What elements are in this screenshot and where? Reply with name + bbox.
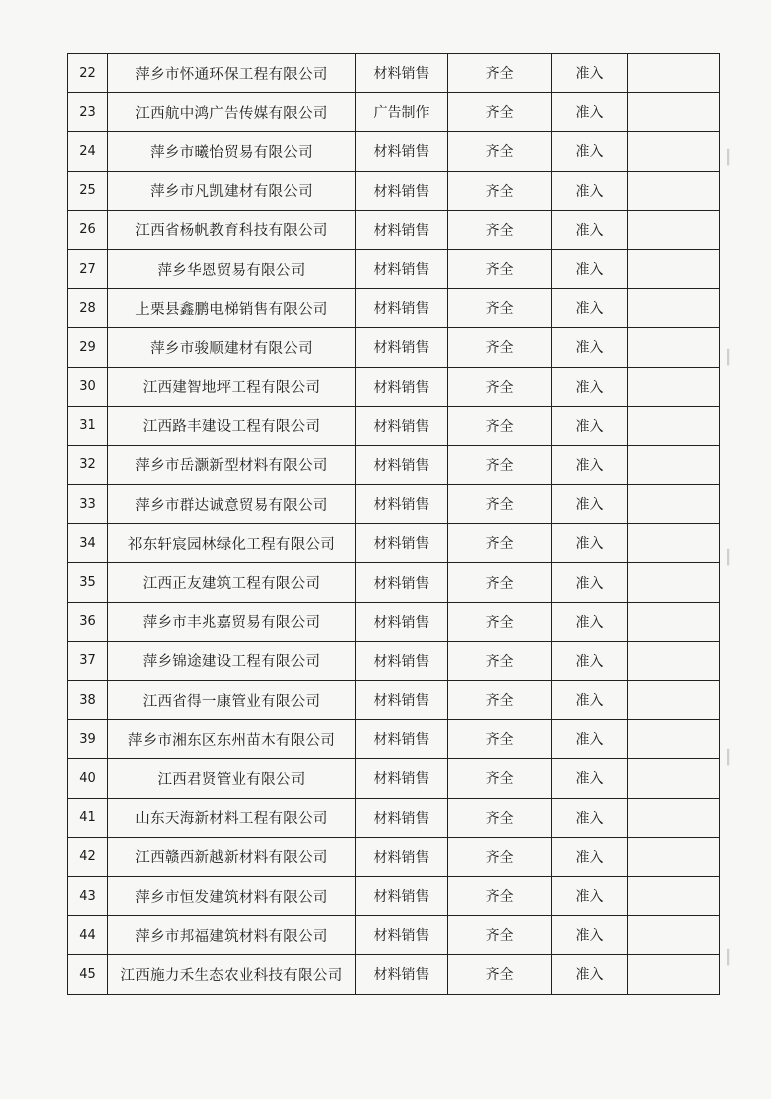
company-name-cell: 萍乡市骏顺建材有限公司 xyxy=(108,328,356,367)
company-name-cell: 萍乡华恩贸易有限公司 xyxy=(108,249,356,288)
row-number-cell: 41 xyxy=(68,798,108,837)
row-number-cell: 22 xyxy=(68,54,108,93)
remark-cell xyxy=(628,485,720,524)
remark-cell xyxy=(628,759,720,798)
table-row xyxy=(68,406,720,445)
remark-cell xyxy=(628,563,720,602)
admission-result-cell: 准入 xyxy=(552,289,628,328)
materials-status-cell: 齐全 xyxy=(448,485,552,524)
materials-status-cell: 齐全 xyxy=(448,210,552,249)
business-category-cell: 材料销售 xyxy=(356,681,448,720)
company-name-cell: 江西路丰建设工程有限公司 xyxy=(108,406,356,445)
business-category-cell: 材料销售 xyxy=(356,798,448,837)
remark-cell xyxy=(628,955,720,994)
row-number-cell: 45 xyxy=(68,955,108,994)
materials-status-cell: 齐全 xyxy=(448,171,552,210)
remark-cell xyxy=(628,681,720,720)
admission-result-cell: 准入 xyxy=(552,132,628,171)
admission-result-cell: 准入 xyxy=(552,210,628,249)
admission-result-cell: 准入 xyxy=(552,837,628,876)
business-category-cell: 材料销售 xyxy=(356,524,448,563)
remark-cell xyxy=(628,524,720,563)
admission-result-cell: 准入 xyxy=(552,249,628,288)
business-category-cell: 材料销售 xyxy=(356,955,448,994)
row-number-cell: 32 xyxy=(68,445,108,484)
table-row xyxy=(68,798,720,837)
row-number-cell: 30 xyxy=(68,367,108,406)
admission-result-cell: 准入 xyxy=(552,367,628,406)
company-name-cell: 萍乡市群达诚意贸易有限公司 xyxy=(108,485,356,524)
company-name-cell: 萍乡锦途建设工程有限公司 xyxy=(108,641,356,680)
company-name-cell: 江西省得一康管业有限公司 xyxy=(108,681,356,720)
row-number-cell: 28 xyxy=(68,289,108,328)
materials-status-cell: 齐全 xyxy=(448,837,552,876)
company-name-cell: 萍乡市怀通环保工程有限公司 xyxy=(108,54,356,93)
table-row xyxy=(68,93,720,132)
materials-status-cell: 齐全 xyxy=(448,563,552,602)
remark-cell xyxy=(628,798,720,837)
table-row xyxy=(68,681,720,720)
remark-cell xyxy=(628,406,720,445)
table-row xyxy=(68,132,720,171)
show-through-mark: ┃ xyxy=(724,950,733,966)
table-row xyxy=(68,916,720,955)
company-name-cell: 江西施力禾生态农业科技有限公司 xyxy=(108,955,356,994)
admission-result-cell: 准入 xyxy=(552,916,628,955)
business-category-cell: 材料销售 xyxy=(356,837,448,876)
company-name-cell: 祁东轩宸园林绿化工程有限公司 xyxy=(108,524,356,563)
remark-cell xyxy=(628,249,720,288)
table-row xyxy=(68,485,720,524)
business-category-cell: 材料销售 xyxy=(356,210,448,249)
materials-status-cell: 齐全 xyxy=(448,524,552,563)
row-number-cell: 26 xyxy=(68,210,108,249)
admission-result-cell: 准入 xyxy=(552,93,628,132)
business-category-cell: 材料销售 xyxy=(356,563,448,602)
admission-result-cell: 准入 xyxy=(552,720,628,759)
business-category-cell: 材料销售 xyxy=(356,641,448,680)
company-name-cell: 江西赣西新越新材料有限公司 xyxy=(108,837,356,876)
company-name-cell: 江西建智地坪工程有限公司 xyxy=(108,367,356,406)
admission-result-cell: 准入 xyxy=(552,445,628,484)
admission-result-cell: 准入 xyxy=(552,955,628,994)
remark-cell xyxy=(628,132,720,171)
show-through-mark: ┃ xyxy=(724,150,733,166)
business-category-cell: 材料销售 xyxy=(356,485,448,524)
table-row xyxy=(68,210,720,249)
table-row xyxy=(68,602,720,641)
table-row xyxy=(68,367,720,406)
materials-status-cell: 齐全 xyxy=(448,955,552,994)
table-row xyxy=(68,759,720,798)
business-category-cell: 材料销售 xyxy=(356,759,448,798)
materials-status-cell: 齐全 xyxy=(448,328,552,367)
admission-result-cell: 准入 xyxy=(552,485,628,524)
admission-result-cell: 准入 xyxy=(552,406,628,445)
company-name-cell: 萍乡市邦福建筑材料有限公司 xyxy=(108,916,356,955)
materials-status-cell: 齐全 xyxy=(448,681,552,720)
admission-result-cell: 准入 xyxy=(552,602,628,641)
admission-table xyxy=(67,53,720,995)
table-row xyxy=(68,328,720,367)
table-row xyxy=(68,876,720,915)
business-category-cell: 材料销售 xyxy=(356,602,448,641)
business-category-cell: 广告制作 xyxy=(356,93,448,132)
admission-result-cell: 准入 xyxy=(552,54,628,93)
remark-cell xyxy=(628,916,720,955)
materials-status-cell: 齐全 xyxy=(448,367,552,406)
company-name-cell: 萍乡市丰兆嘉贸易有限公司 xyxy=(108,602,356,641)
table-row xyxy=(68,641,720,680)
remark-cell xyxy=(628,171,720,210)
company-name-cell: 江西君贤管业有限公司 xyxy=(108,759,356,798)
admission-result-cell: 准入 xyxy=(552,681,628,720)
row-number-cell: 43 xyxy=(68,876,108,915)
remark-cell xyxy=(628,367,720,406)
remark-cell xyxy=(628,876,720,915)
table-row xyxy=(68,171,720,210)
business-category-cell: 材料销售 xyxy=(356,916,448,955)
company-name-cell: 山东天海新材料工程有限公司 xyxy=(108,798,356,837)
row-number-cell: 33 xyxy=(68,485,108,524)
row-number-cell: 39 xyxy=(68,720,108,759)
table-row xyxy=(68,54,720,93)
company-name-cell: 萍乡市恒发建筑材料有限公司 xyxy=(108,876,356,915)
table-body xyxy=(68,54,720,995)
row-number-cell: 42 xyxy=(68,837,108,876)
table-row xyxy=(68,524,720,563)
business-category-cell: 材料销售 xyxy=(356,132,448,171)
remark-cell xyxy=(628,641,720,680)
table-row xyxy=(68,249,720,288)
materials-status-cell: 齐全 xyxy=(448,602,552,641)
remark-cell xyxy=(628,328,720,367)
materials-status-cell: 齐全 xyxy=(448,759,552,798)
remark-cell xyxy=(628,445,720,484)
business-category-cell: 材料销售 xyxy=(356,249,448,288)
business-category-cell: 材料销售 xyxy=(356,876,448,915)
row-number-cell: 37 xyxy=(68,641,108,680)
materials-status-cell: 齐全 xyxy=(448,720,552,759)
company-name-cell: 萍乡市凡凯建材有限公司 xyxy=(108,171,356,210)
row-number-cell: 44 xyxy=(68,916,108,955)
company-name-cell: 上栗县鑫鹏电梯销售有限公司 xyxy=(108,289,356,328)
remark-cell xyxy=(628,289,720,328)
company-name-cell: 萍乡市岳灏新型材料有限公司 xyxy=(108,445,356,484)
admission-result-cell: 准入 xyxy=(552,524,628,563)
business-category-cell: 材料销售 xyxy=(356,171,448,210)
row-number-cell: 23 xyxy=(68,93,108,132)
admission-result-cell: 准入 xyxy=(552,328,628,367)
materials-status-cell: 齐全 xyxy=(448,132,552,171)
row-number-cell: 25 xyxy=(68,171,108,210)
company-name-cell: 江西航中鸿广告传媒有限公司 xyxy=(108,93,356,132)
business-category-cell: 材料销售 xyxy=(356,328,448,367)
materials-status-cell: 齐全 xyxy=(448,445,552,484)
company-name-cell: 萍乡市湘东区东州苗木有限公司 xyxy=(108,720,356,759)
business-category-cell: 材料销售 xyxy=(356,367,448,406)
remark-cell xyxy=(628,720,720,759)
table-row xyxy=(68,563,720,602)
remark-cell xyxy=(628,837,720,876)
company-name-cell: 江西省杨帆教育科技有限公司 xyxy=(108,210,356,249)
business-category-cell: 材料销售 xyxy=(356,445,448,484)
materials-status-cell: 齐全 xyxy=(448,798,552,837)
remark-cell xyxy=(628,602,720,641)
remark-cell xyxy=(628,210,720,249)
business-category-cell: 材料销售 xyxy=(356,289,448,328)
row-number-cell: 29 xyxy=(68,328,108,367)
show-through-mark: ┃ xyxy=(724,550,733,566)
row-number-cell: 27 xyxy=(68,249,108,288)
row-number-cell: 40 xyxy=(68,759,108,798)
materials-status-cell: 齐全 xyxy=(448,249,552,288)
business-category-cell: 材料销售 xyxy=(356,406,448,445)
table-row xyxy=(68,955,720,994)
table-row xyxy=(68,289,720,328)
admission-result-cell: 准入 xyxy=(552,641,628,680)
admission-result-cell: 准入 xyxy=(552,759,628,798)
remark-cell xyxy=(628,54,720,93)
show-through-mark: ┃ xyxy=(724,350,733,366)
materials-status-cell: 齐全 xyxy=(448,289,552,328)
table-row xyxy=(68,445,720,484)
admission-result-cell: 准入 xyxy=(552,798,628,837)
row-number-cell: 36 xyxy=(68,602,108,641)
table-row xyxy=(68,720,720,759)
materials-status-cell: 齐全 xyxy=(448,876,552,915)
show-through-mark: ┃ xyxy=(724,750,733,766)
materials-status-cell: 齐全 xyxy=(448,916,552,955)
row-number-cell: 31 xyxy=(68,406,108,445)
admission-result-cell: 准入 xyxy=(552,876,628,915)
materials-status-cell: 齐全 xyxy=(448,406,552,445)
materials-status-cell: 齐全 xyxy=(448,93,552,132)
materials-status-cell: 齐全 xyxy=(448,641,552,680)
row-number-cell: 35 xyxy=(68,563,108,602)
admission-result-cell: 准入 xyxy=(552,563,628,602)
table-row xyxy=(68,837,720,876)
company-name-cell: 江西正友建筑工程有限公司 xyxy=(108,563,356,602)
company-name-cell: 萍乡市曦怡贸易有限公司 xyxy=(108,132,356,171)
business-category-cell: 材料销售 xyxy=(356,54,448,93)
row-number-cell: 34 xyxy=(68,524,108,563)
row-number-cell: 24 xyxy=(68,132,108,171)
row-number-cell: 38 xyxy=(68,681,108,720)
remark-cell xyxy=(628,93,720,132)
business-category-cell: 材料销售 xyxy=(356,720,448,759)
materials-status-cell: 齐全 xyxy=(448,54,552,93)
admission-result-cell: 准入 xyxy=(552,171,628,210)
